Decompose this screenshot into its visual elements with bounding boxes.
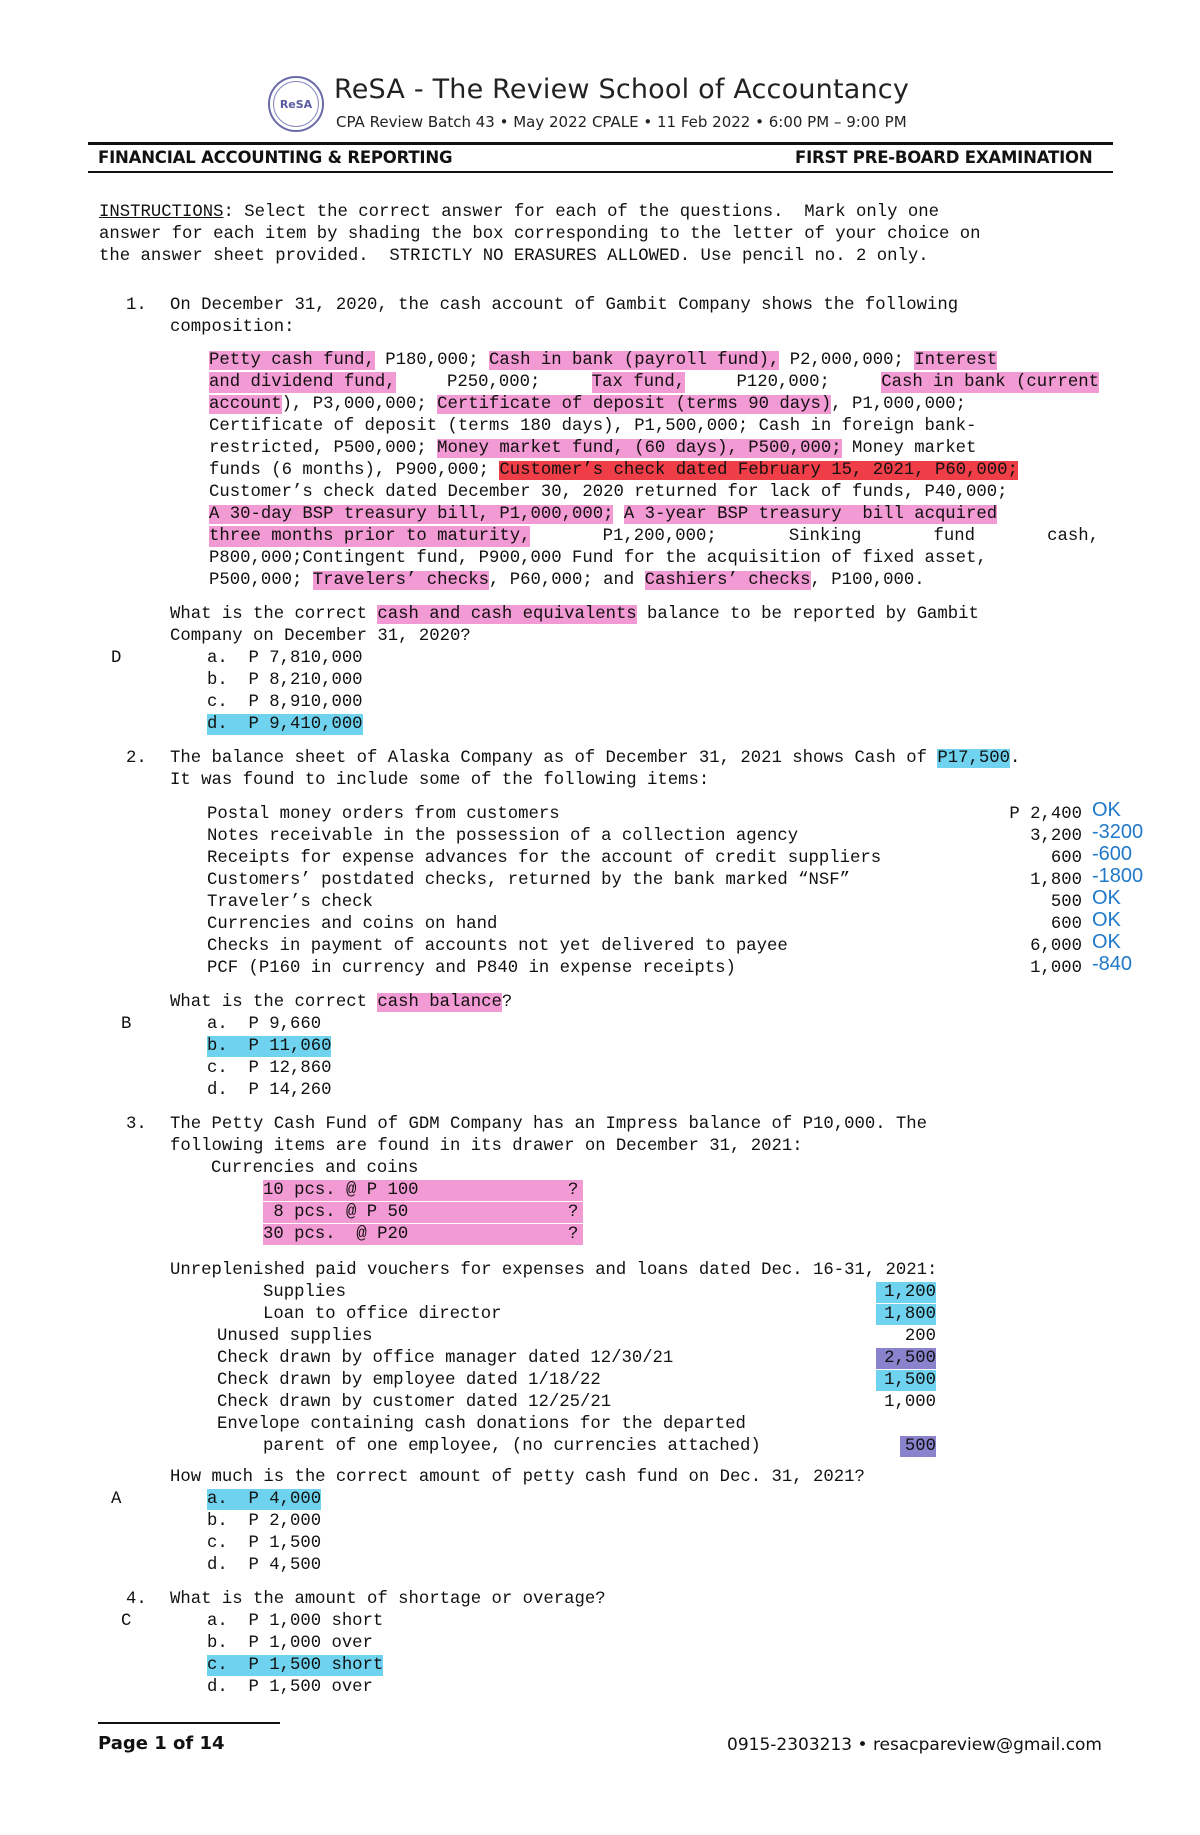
q2-stem-2: It was found to include some of the following items:: [170, 771, 710, 790]
q2-option-c[interactable]: c. P 12,860: [207, 1059, 332, 1078]
q3-question: How much is the correct amount of petty cash fund on Dec. 31, 2021?: [170, 1468, 865, 1487]
q3-envelope-line-2: parent of one employee, (no currencies attached): [263, 1437, 761, 1456]
q3-supplies-label: Supplies: [263, 1283, 346, 1302]
q4-option-b[interactable]: b. P 1,000 over: [207, 1634, 373, 1653]
q1-para-line-1: Petty cash fund, P180,000; Cash in bank (payroll fund), P2,000,000; Interest: [209, 351, 998, 370]
q2-item-note: OK: [1092, 799, 1121, 821]
q3-unused-amount: 200: [904, 1327, 936, 1346]
q2-stem-1: The balance sheet of Alaska Company as of December 31, 2021 shows Cash of P17,500.: [170, 749, 1021, 768]
q1-para-line-4: Certificate of deposit (terms 180 days), P1,500,000; Cash in foreign bank-: [209, 417, 977, 436]
q4-option-c[interactable]: c. P 1,500 short: [207, 1656, 384, 1675]
q3-envelope-line-1: Envelope containing cash donations for the departed: [217, 1415, 746, 1434]
q2-item-label: Customers’ postdated checks, returned by the bank marked “NSF”: [207, 871, 850, 890]
q3-currency-row: 10 pcs. @ P 100 ?: [263, 1180, 583, 1201]
q1-option-b[interactable]: b. P 8,210,000: [207, 671, 363, 690]
q2-item-note: OK: [1092, 931, 1121, 953]
q1-option-c[interactable]: c. P 8,910,000: [207, 693, 363, 712]
q3-currencies-label: Currencies and coins: [211, 1159, 419, 1178]
header-rule-bottom: [88, 171, 1113, 173]
q3-vouchers-label: Unreplenished paid vouchers for expenses and loans dated Dec. 16-31, 2021:: [170, 1261, 938, 1280]
subject-title: FINANCIAL ACCOUNTING & REPORTING: [98, 148, 453, 167]
q2-item-amount: 600: [1050, 915, 1082, 934]
q1-para-line-10: P800,000;Contingent fund, P900,000 Fund for the acquisition of fixed asset,: [209, 549, 987, 568]
q1-option-a[interactable]: a. P 7,810,000: [207, 649, 363, 668]
q3-loan-label: Loan to office director: [263, 1305, 502, 1324]
q2-item-note: -3200: [1092, 821, 1144, 843]
q3-check-customer-amount: 1,000: [884, 1393, 936, 1412]
q4-option-d[interactable]: d. P 1,500 over: [207, 1678, 373, 1697]
contact-info: 0915-2303213 • resacpareview@gmail.com: [727, 1735, 1102, 1755]
logo-text: ReSA: [273, 81, 319, 127]
footer-rule: [98, 1722, 280, 1724]
q2-item-label: Traveler’s check: [207, 893, 373, 912]
q3-check-customer-label: Check drawn by customer dated 12/25/21: [217, 1393, 612, 1412]
q2-item-label: Receipts for expense advances for the account of credit suppliers: [207, 849, 882, 868]
q1-para-line-3: account), P3,000,000; Certificate of deposit (terms 90 days), P1,000,000;: [209, 395, 967, 414]
q1-para-line-5: restricted, P500,000; Money market fund, (60 days), P500,000; Money market: [209, 439, 977, 458]
q3-stem-2: following items are found in its drawer on December 31, 2021:: [170, 1137, 803, 1156]
q2-item-amount: 1,000: [1030, 959, 1082, 978]
q1-stem-2: composition:: [170, 318, 295, 337]
q1-number: 1.: [126, 296, 147, 315]
q2-option-d[interactable]: d. P 14,260: [207, 1081, 332, 1100]
q3-check-manager-amount: 2,500: [876, 1348, 936, 1369]
q2-item-label: PCF (P160 in currency and P840 in expense receipts): [207, 959, 736, 978]
q2-answer-mark: B: [121, 1015, 132, 1034]
q2-item-label: Checks in payment of accounts not yet delivered to payee: [207, 937, 788, 956]
q1-option-d[interactable]: d. P 9,410,000: [207, 715, 363, 734]
q4-question: What is the amount of shortage or overage?: [170, 1590, 606, 1609]
q2-item-note: -600: [1092, 843, 1133, 865]
q2-number: 2.: [126, 749, 147, 768]
q1-para-line-6: funds (6 months), P900,000; Customer’s check dated February 15, 2021, P60,000;: [209, 461, 1018, 480]
q1-question-1: What is the correct cash and cash equivalents balance to be reported by Gambit: [170, 605, 979, 624]
q2-item-note: -840: [1092, 953, 1133, 975]
q2-item-amount: 1,800: [1030, 871, 1082, 890]
q3-unused-label: Unused supplies: [217, 1327, 373, 1346]
q4-number: 4.: [126, 1590, 147, 1609]
q3-check-employee-label: Check drawn by employee dated 1/18/22: [217, 1371, 601, 1390]
q2-item-note: OK: [1092, 909, 1121, 931]
q2-item-amount: P 2,400: [1009, 805, 1082, 824]
q1-answer-mark: D: [111, 649, 122, 668]
instructions-line-1: INSTRUCTIONS: Select the correct answer for each of the questions. Mark only one: [99, 203, 940, 222]
q3-check-employee-amount: 1,500: [876, 1370, 936, 1391]
instructions-line-3: the answer sheet provided. STRICTLY NO ERASURES ALLOWED. Use pencil no. 2 only.: [99, 247, 929, 266]
q3-envelope-amount: 500: [900, 1436, 936, 1457]
q3-option-d[interactable]: d. P 4,500: [207, 1556, 322, 1575]
instructions-line-2: answer for each item by shading the box corresponding to the letter of your choice on: [99, 225, 981, 244]
q3-loan-amount: 1,800: [876, 1304, 936, 1325]
q2-option-a[interactable]: a. P 9,660: [207, 1015, 322, 1034]
header-rule-top: [88, 142, 1113, 145]
q3-supplies-amount: 1,200: [876, 1282, 936, 1303]
q1-para-line-11: P500,000; Travelers’ checks, P60,000; and Cashiers’ checks, P100,000.: [209, 571, 925, 590]
batch-info: CPA Review Batch 43 • May 2022 CPALE • 11 Feb 2022 • 6:00 PM – 9:00 PM: [336, 113, 907, 131]
q4-answer-mark: C: [121, 1612, 132, 1631]
q3-currency-row: 30 pcs. @ P20 ?: [263, 1224, 583, 1245]
q2-item-amount: 3,200: [1030, 827, 1082, 846]
q1-para-line-8: A 30-day BSP treasury bill, P1,000,000; A 3-year BSP treasury bill acquired: [209, 505, 998, 524]
q3-option-c[interactable]: c. P 1,500: [207, 1534, 322, 1553]
q3-currency-row: 8 pcs. @ P 50 ?: [263, 1202, 583, 1223]
q1-question-2: Company on December 31, 2020?: [170, 627, 471, 646]
q3-answer-mark: A: [111, 1490, 122, 1509]
q4-option-a[interactable]: a. P 1,000 short: [207, 1612, 384, 1631]
q2-item-amount: 500: [1050, 893, 1082, 912]
q2-item-amount: 6,000: [1030, 937, 1082, 956]
q2-item-note: OK: [1092, 887, 1121, 909]
school-title: ReSA - The Review School of Accountancy: [334, 74, 910, 105]
q2-item-note: -1800: [1092, 865, 1144, 887]
q3-stem-1: The Petty Cash Fund of GDM Company has an Impress balance of P10,000. The: [170, 1115, 928, 1134]
q3-check-manager-label: Check drawn by office manager dated 12/30/21: [217, 1349, 674, 1368]
q2-option-b[interactable]: b. P 11,060: [207, 1037, 332, 1056]
q1-para-line-2: and dividend fund, P250,000; Tax fund, P120,000; Cash in bank (current: [209, 373, 1099, 392]
q2-item-label: Currencies and coins on hand: [207, 915, 498, 934]
exam-title: FIRST PRE-BOARD EXAMINATION: [795, 148, 1093, 167]
q3-number: 3.: [126, 1115, 147, 1134]
q3-option-b[interactable]: b. P 2,000: [207, 1512, 322, 1531]
resa-logo: [268, 76, 324, 132]
q1-para-line-7: Customer’s check dated December 30, 2020 returned for lack of funds, P40,000;: [209, 483, 1008, 502]
q2-item-label: Notes receivable in the possession of a collection agency: [207, 827, 799, 846]
q2-question: What is the correct cash balance?: [170, 993, 513, 1012]
q1-stem-1: On December 31, 2020, the cash account of Gambit Company shows the following: [170, 296, 959, 315]
q2-item-amount: 600: [1050, 849, 1082, 868]
q2-item-label: Postal money orders from customers: [207, 805, 560, 824]
q1-para-line-9: three months prior to maturity, P1,200,000; Sinking fund cash,: [209, 527, 1099, 546]
page-number: Page 1 of 14: [98, 1733, 225, 1754]
q3-option-a[interactable]: a. P 4,000: [207, 1490, 322, 1509]
